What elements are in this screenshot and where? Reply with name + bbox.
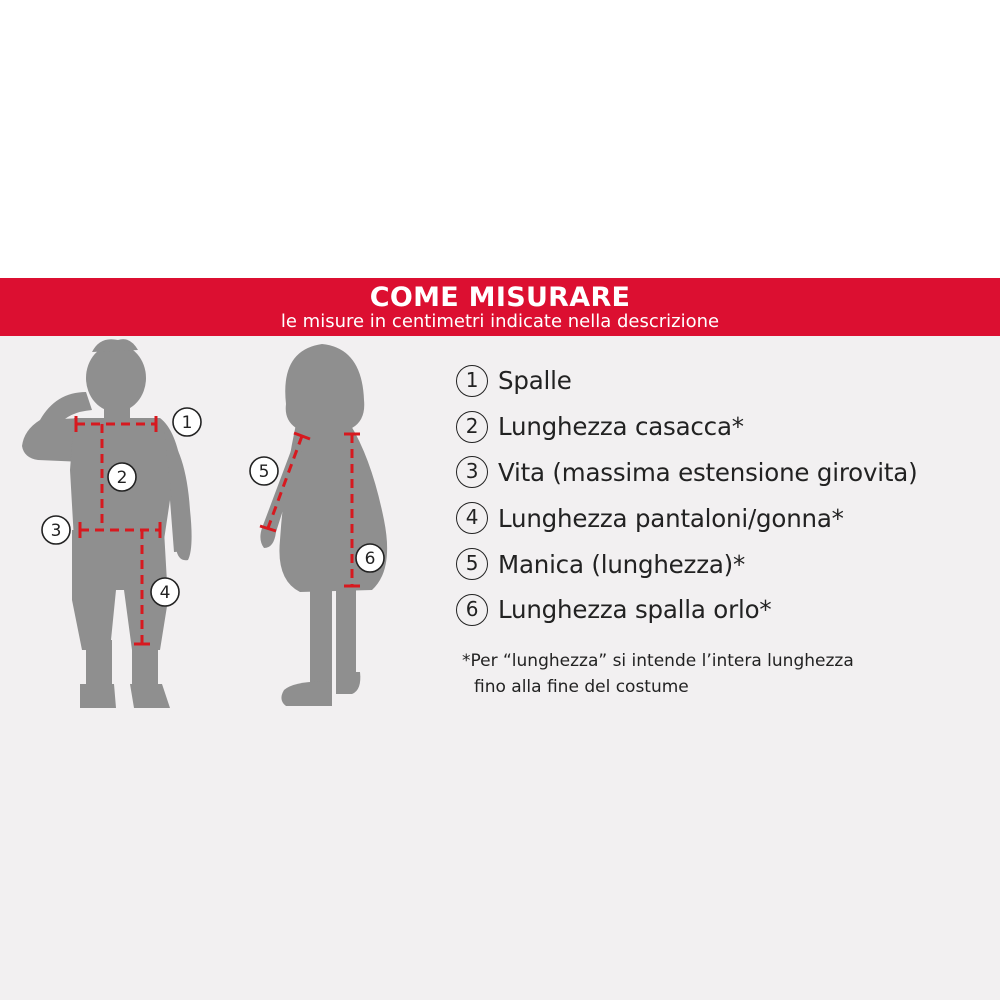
marker-4 xyxy=(151,578,179,606)
footnote-line-2: fino alla fine del costume xyxy=(474,677,689,697)
legend-item-shoulder-hem-length xyxy=(456,587,996,633)
banner-subtitle: le misure in centimetri indicate nella descrizione xyxy=(280,311,720,332)
number-badge: 1 xyxy=(456,365,488,397)
legend-label: Lunghezza spalla orlo* xyxy=(498,595,772,625)
legend-item-shoulders xyxy=(456,358,996,404)
marker-1 xyxy=(173,408,201,436)
legend-item-sleeve-length xyxy=(456,541,996,587)
legend-label: Manica (lunghezza)* xyxy=(498,549,746,579)
svg-text:4: 4 xyxy=(159,583,171,603)
svg-text:6: 6 xyxy=(364,549,376,569)
legend-label: Vita (massima estensione girovita) xyxy=(498,457,918,487)
header-banner xyxy=(0,278,1000,336)
number-badge: 4 xyxy=(456,502,488,534)
marker-2 xyxy=(108,463,136,491)
svg-text:1: 1 xyxy=(181,413,193,433)
number-badge: 3 xyxy=(456,456,488,488)
banner-title: COME MISURARE xyxy=(369,282,631,313)
legend-item-trouser-length xyxy=(456,495,996,541)
marker-3 xyxy=(42,516,70,544)
legend-label: Spalle xyxy=(498,366,572,396)
legend-item-waist xyxy=(456,450,996,496)
marker-5 xyxy=(250,457,278,485)
svg-text:2: 2 xyxy=(116,468,128,488)
number-badge: 2 xyxy=(456,411,488,443)
number-badge: 5 xyxy=(456,548,488,580)
svg-text:5: 5 xyxy=(258,462,270,482)
measurement-figures xyxy=(0,336,440,736)
marker-6 xyxy=(356,544,384,572)
legend-label: Lunghezza casacca* xyxy=(498,412,744,442)
footnote-line-1: *Per “lunghezza” si intende l’intera lunghezza xyxy=(462,651,854,671)
measurement-legend xyxy=(456,358,996,633)
svg-text:3: 3 xyxy=(50,521,62,541)
number-badge: 6 xyxy=(456,594,488,626)
footnote xyxy=(462,648,992,700)
legend-item-jacket-length xyxy=(456,404,996,450)
girl-silhouette xyxy=(260,344,387,706)
legend-label: Lunghezza pantaloni/gonna* xyxy=(498,503,844,533)
